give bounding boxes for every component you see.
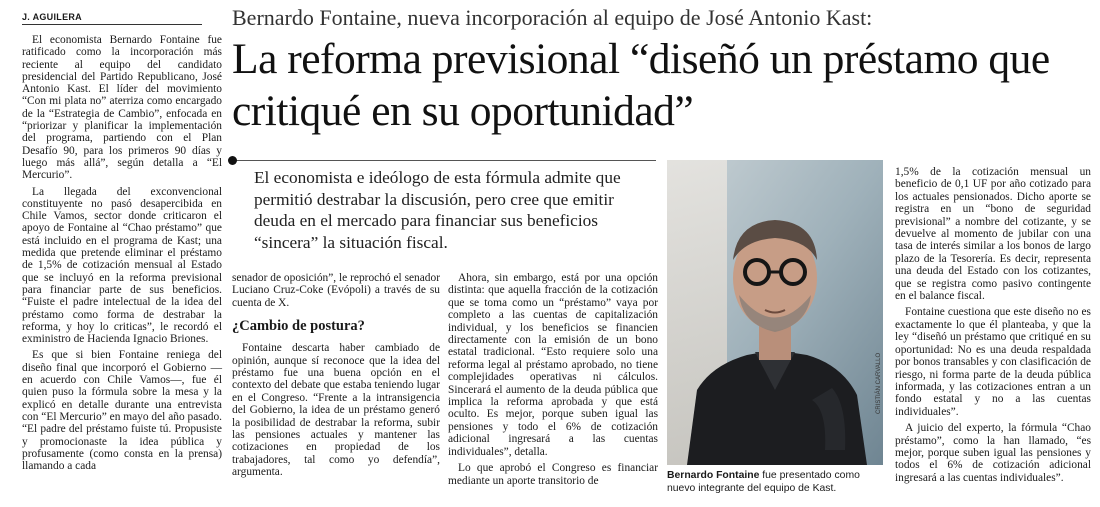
- subheading: ¿Cambio de postura?: [232, 318, 365, 335]
- paragraph: Es que si bien Fontaine reniega del diseño final que incorporó el Gobierno —en acuerdo con Chile Vamos—, fue él quien puso la fórmula sobre la mesa y la explicó en detalle durante una entrevista con “El Mercurio” en mayo del año pasado. “El padre del préstamo fuiste tú. Propusiste y promocionaste la idea pública y profusamente (como consta en la prensa) llamando a cada: [22, 349, 222, 473]
- caption-text: fue presentado como nuevo integrante del equipo de Kast.: [667, 470, 860, 494]
- article-column-4: [895, 166, 1091, 488]
- headline: La reforma previsional “diseñó un préstamo que critiqué en su oportunidad”: [232, 35, 1050, 135]
- paragraph: 1,5% de la cotización mensual un beneficio de 0,1 UF por año cotizado para los actuales pensionados. Dicho aporte se registra en un “bono de seguridad previsional” a nombre del cotizante, y se devuelve al momento de jubilar con una tasa de interés similar a los bonos de largo plazo de la Tesorería. Es decir, representa una deuda del Estado con los cotizantes, que se registra como pasivo contingente en el balance fiscal.: [895, 166, 1091, 303]
- portrait-photo: [667, 160, 883, 465]
- paragraph: El economista Bernardo Fontaine fue ratificado como la incorporación más reciente al equipo del candidato presidencial del Partido Republicano, José Antonio Kast. El líder del movimiento “Con mi plata no” aterriza como encargado de la “Estrategia de Cambio”, enfocada en “priorizar y planificar la implementación del programa, partiendo con el Plan Desafío 90, para los primeros 90 días y luego más allá”, según detalla a “El Mercurio”.: [22, 34, 222, 182]
- paragraph: La llegada del exconvencional constituyente no pasó desapercibida en Chile Vamos, sector donde criticaron el apoyo de Fontaine al “Chao préstamo” que está incluido en el programa de Kast; una medida que pretende eliminar el préstamo de 1,5% de cotización mensual al Estado que se incluyó en la reforma previsional para financiar parte de sus beneficios. “Fuiste el padre intelectual de la idea del préstamo como forma de destrabar la reforma, y hoy lo criticas”, le recordó el exministro de Hacienda Ignacio Briones.: [22, 185, 222, 346]
- article-column-1: [22, 34, 222, 476]
- photo-credit: CRISTIÁN CARVALLO: [876, 352, 882, 414]
- lede-rule: [232, 160, 656, 161]
- article-column-3: [448, 272, 658, 491]
- paragraph: Fontaine descarta haber cambiado de opinión, aunque sí reconoce que la idea del préstamo fue una buena opción en el contexto del debate que estaba teniendo lugar en el Congreso. “Frente a la intransigencia del Gobierno, la idea de un préstamo generó la posibilidad de destrabar la reforma, subir las pensiones actuales y mantener las cotizaciones en propiedad de los trabajadores, tal como yo defendía”, argumenta.: [232, 342, 440, 479]
- kicker: Bernardo Fontaine, nueva incorporación al equipo de José Antonio Kast:: [232, 5, 873, 30]
- photo-caption: [667, 469, 885, 495]
- paragraph: Lo que aprobó el Congreso es financiar mediante un aporte transitorio de: [448, 462, 658, 487]
- bullet-dot: [228, 156, 237, 165]
- paragraph: Fontaine cuestiona que este diseño no es exactamente lo que él planteaba, y que la ley “diseñó un préstamo que critiqué en su oportunidad: No es una deuda respaldada por bonos transables y con clasificación de riesgo, ni forma parte de la deuda pública informada, y las cotizaciones entran a un fondo estatal y no a las cuentas individuales”.: [895, 306, 1091, 418]
- paragraph: senador de oposición”, le reprochó el senador Luciano Cruz-Coke (Evópoli) a través de su cuenta de X.: [232, 272, 440, 309]
- caption-name: Bernardo Fontaine: [667, 470, 760, 481]
- lede: El economista e ideólogo de esta fórmula admite que permitió destrabar la discusión, pero cree que emitir deuda en el mercado para financiar sus beneficios “sincera” la situación fiscal.: [254, 168, 621, 252]
- paragraph: Ahora, sin embargo, está por una opción distinta: que aquella fracción de la cotización que se toma como un “préstamo” vaya por completo a las cuentas de capitalización individual, y los beneficios se financien directamente con la emisión de un bono estatal tradicional. “Esto requiere solo una reforma legal al préstamo aprobado, no tiene complejidades operativas ni cálculos. Sincerará el aumento de la deuda pública que implica la reforma aprobada y que está oculto. Es mejor, porque suben igual las pensiones y todo el 6% de cotización adicional ingresará a las cuentas individuales”, detalla.: [448, 272, 658, 458]
- byline: J. AGUILERA: [22, 12, 202, 25]
- article-column-2: [232, 272, 440, 483]
- paragraph: A juicio del experto, la fórmula “Chao préstamo”, como la han llamado, “es mejor, porque suben igual las pensiones y todos el 6% de cotización adicional ingresará a las cuentas individuales”.: [895, 422, 1091, 484]
